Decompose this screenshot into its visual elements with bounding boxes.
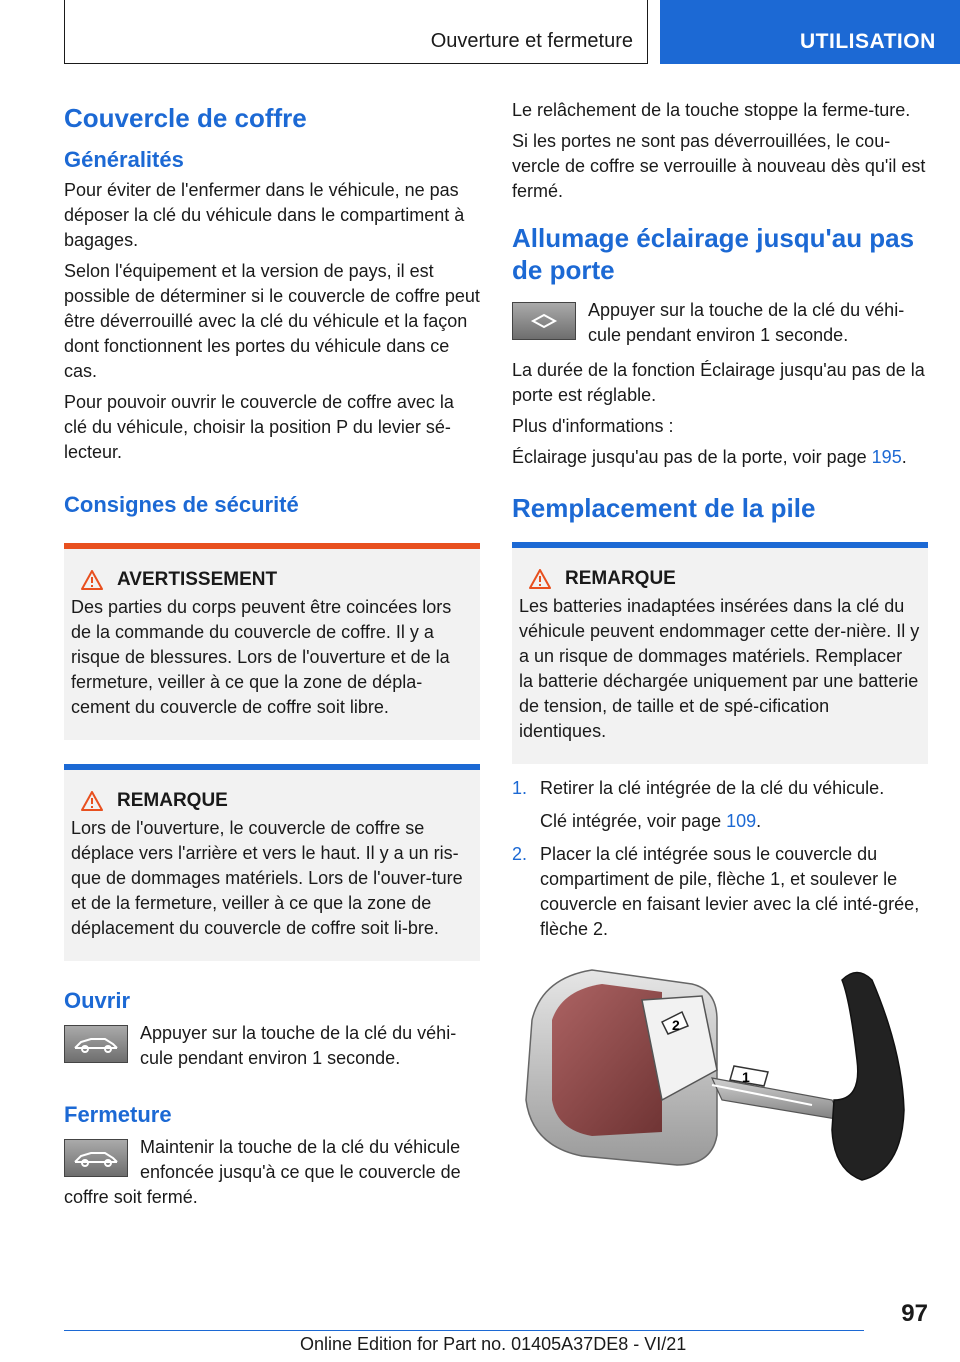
fermeture-text: Maintenir la touche de la clé du véhicule enfoncée jusqu'à ce que le couvercle de coffre soit fermé. xyxy=(64,1137,461,1207)
warning-triangle-icon xyxy=(529,569,551,589)
figure-label-2: 2 xyxy=(672,1017,680,1033)
notice-title xyxy=(519,568,921,590)
warning-title xyxy=(71,569,473,591)
step-number: 1. xyxy=(512,778,528,798)
notice-box xyxy=(64,764,480,961)
allumage-text: Appuyer sur la touche de la clé du véhi-cule pendant environ 1 seconde. xyxy=(588,300,905,345)
notice-title xyxy=(71,790,473,812)
heading-securite: Consignes de sécurité xyxy=(64,492,299,517)
heading-generalites: Généralités xyxy=(64,147,184,172)
heading-pile: Remplacement de la pile xyxy=(512,493,816,523)
reference-end: . xyxy=(901,447,907,467)
paragraph: Selon l'équipement et la version de pays, il est possible de déterminer si le couvercle de coffre peut être déverrouillé avec la clé du véhicule et la façon dont fonctionnent les portes du véhicule dans ce cas. xyxy=(64,261,480,381)
paragraph: Le relâchement de la touche stoppe la ferme-ture. xyxy=(512,100,911,120)
notice-box xyxy=(512,542,928,764)
section-title: Ouverture et fermeture xyxy=(430,30,633,52)
footer-rule xyxy=(64,1330,864,1331)
trunk-button-icon xyxy=(64,1025,128,1063)
trunk-button-icon xyxy=(64,1139,128,1177)
notice-text: Les batteries inadaptées insérées dans la clé du véhicule peuvent endommager cette der-nière. Il y a un risque de dommages matériels. Remplacer la batterie déchargée uniquement par une batterie de tension, de taille et de spé-cification identiques. xyxy=(519,596,920,741)
chapter-tab xyxy=(660,0,960,64)
notice-label: REMARQUE xyxy=(565,568,676,589)
paragraph: Pour éviter de l'enfermer dans le véhicule, ne pas déposer la clé du véhicule dans le compartiment à bagages. xyxy=(64,180,465,250)
warning-triangle-icon xyxy=(81,570,103,590)
fermeture-row xyxy=(64,1135,480,1210)
light-button-icon xyxy=(512,302,576,340)
page-link-195[interactable]: 195 xyxy=(871,447,902,467)
reference-end: . xyxy=(756,811,762,831)
allumage-row xyxy=(512,298,928,348)
warning-label: AVERTISSEMENT xyxy=(117,569,278,590)
page-number: 97 xyxy=(901,1300,928,1327)
paragraph: Si les portes ne sont pas déverrouillées, le cou-vercle de coffre se verrouille à nouveau dès qu'il est fermé. xyxy=(512,131,926,201)
right-column xyxy=(512,98,928,1235)
paragraph: La durée de la fonction Éclairage jusqu'au pas de la porte est réglable. xyxy=(512,360,925,405)
heading-fermeture: Fermeture xyxy=(64,1102,172,1127)
key-battery-illustration xyxy=(512,960,928,1230)
heading-ouvrir: Ouvrir xyxy=(64,988,131,1013)
paragraph-reference xyxy=(512,445,928,470)
list-item xyxy=(512,842,928,942)
warning-box xyxy=(64,543,480,740)
page-title: Couvercle de coffre xyxy=(64,103,307,133)
reference-text: Clé intégrée, voir page xyxy=(540,811,727,831)
key-figure xyxy=(512,960,928,1235)
ouvrir-row xyxy=(64,1021,480,1071)
reference-text: Éclairage jusqu'au pas de la porte, voir page xyxy=(512,447,872,467)
step-number: 2. xyxy=(512,844,528,864)
heading-allumage: Allumage éclairage jusqu'au pas de porte xyxy=(512,223,915,285)
page-link-109[interactable]: 109 xyxy=(726,811,757,831)
paragraph: Plus d'informations : xyxy=(512,416,674,436)
list-item xyxy=(512,776,928,834)
warning-triangle-icon xyxy=(81,791,103,811)
paragraph: Pour pouvoir ouvrir le couvercle de coffre avec la clé du véhicule, choisir la position P du levier sé-lecteur. xyxy=(64,392,454,462)
header-section-box xyxy=(64,0,648,64)
step-text: Placer la clé intégrée sous le couvercle du compartiment de pile, flèche 1, et soulever le couvercle en faisant levier avec la clé inté-grée, flèche 2. xyxy=(540,844,920,939)
step-text: Retirer la clé intégrée de la clé du véhicule. xyxy=(540,778,885,798)
left-column xyxy=(64,98,480,1210)
footer-edition: Online Edition for Part no. 01405A37DE8 - VI/21 xyxy=(300,1334,687,1354)
notice-label: REMARQUE xyxy=(117,790,228,811)
warning-text: Des parties du corps peuvent être coincées lors de la commande du couvercle de coffre. Il y a risque de blessures. Lors de l'ouverture et de la fermeture, veiller à ce que la zone de dépla-cement du couvercle de coffre soit libre. xyxy=(71,597,452,717)
notice-text: Lors de l'ouverture, le couvercle de coffre se déplace vers l'arrière et vers le haut. Il y a un ris-que de dommages matériels. Lors de l'ouver-ture et de la fermeture, veiller à ce que la zone de déplacement du couvercle de coffre soit li-bre. xyxy=(71,818,463,938)
ouvrir-text: Appuyer sur la touche de la clé du véhi-cule pendant environ 1 seconde. xyxy=(140,1023,457,1068)
steps-list xyxy=(512,776,928,942)
figure-label-1: 1 xyxy=(742,1069,750,1085)
step-reference xyxy=(540,809,928,834)
chapter-tab-label: UTILISATION xyxy=(800,30,936,53)
